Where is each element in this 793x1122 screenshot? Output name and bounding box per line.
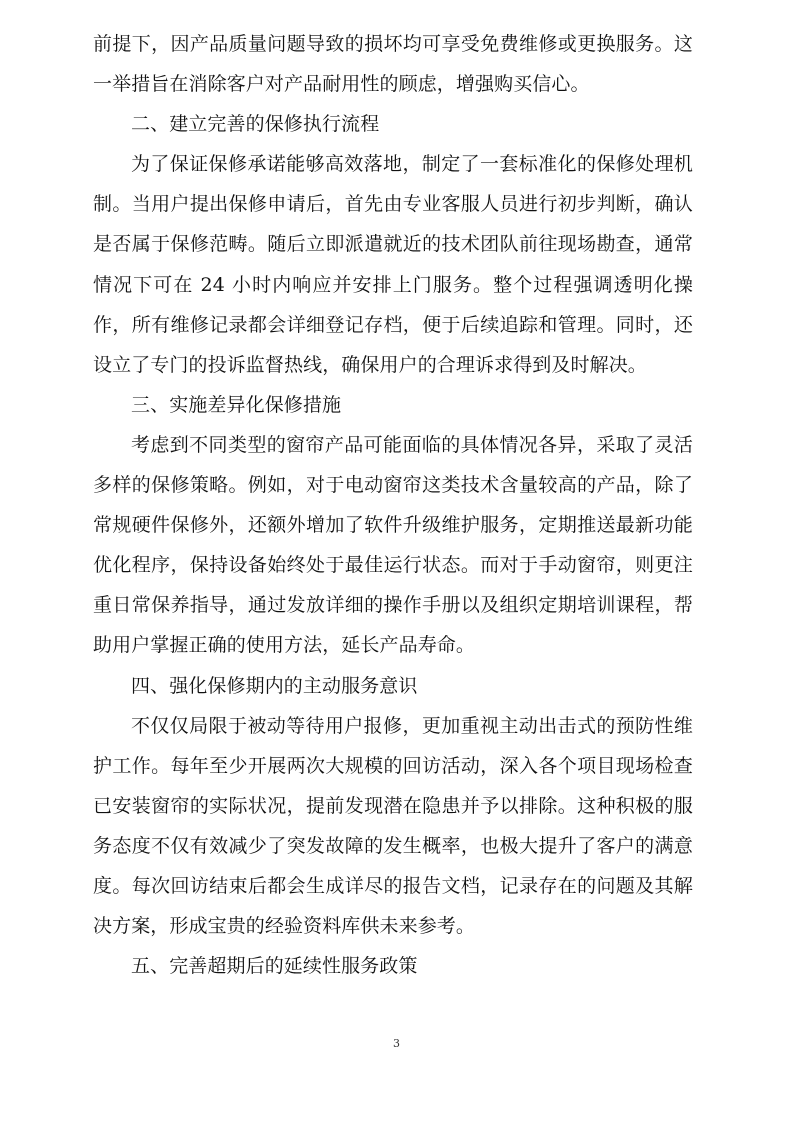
page-number: 3 xyxy=(393,1037,400,1050)
section-heading-3: 三、实施差异化保修措施 xyxy=(131,393,342,416)
paragraph-continuation: 前提下，因产品质量问题导致的损坏均可享受免费维修或更换服务。这一举措旨在消除客户对产品耐用性的顾虑，增强购买信心。 xyxy=(93,33,693,96)
paragraph-warranty-process: 为了保证保修承诺能够高效落地，制定了一套标准化的保修处理机制。当用户提出保修申请后，首先由专业客服人员进行初步判断，确认是否属于保修范畴。随后立即派遣就近的技术团队前往现场勘查，通常情况下可在 24 小时内响应并安排上门服务。整个过程强调透明化操作，所有维修记录都会详细登记存档，便于后续追踪和管理。同时，还设立了专门的投诉监督热线，确保用户的合理诉求得到及时解决。 xyxy=(93,153,693,376)
document-body xyxy=(93,24,693,986)
section-heading-2: 二、建立完善的保修执行流程 xyxy=(131,113,380,136)
section-heading-4: 四、强化保修期内的主动服务意识 xyxy=(131,674,418,697)
paragraph-proactive-service: 不仅仅局限于被动等待用户报修，更加重视主动出击式的预防性维护工作。每年至少开展两次大规模的回访活动，深入各个项目现场检查已安装窗帘的实际状况，提前发现潜在隐患并予以排除。这种积极的服务态度不仅有效减少了突发故障的发生概率，也极大提升了客户的满意度。每次回访结束后都会生成详尽的报告文档，记录存在的问题及其解决方案，形成宝贵的经验资料库供未来参考。 xyxy=(93,714,693,938)
paragraph-differentiated-measures: 考虑到不同类型的窗帘产品可能面临的具体情况各异，采取了灵活多样的保修策略。例如，对于电动窗帘这类技术含量较高的产品，除了常规硬件保修外，还额外增加了软件升级维护服务，定期推送最新功能优化程序，保持设备始终处于最佳运行状态。而对于手动窗帘，则更注重日常保养指导，通过发放详细的操作手册以及组织定期培训课程，帮助用户掌握正确的使用方法，延长产品寿命。 xyxy=(93,433,693,657)
section-heading-5: 五、完善超期后的延续性服务政策 xyxy=(131,955,418,978)
